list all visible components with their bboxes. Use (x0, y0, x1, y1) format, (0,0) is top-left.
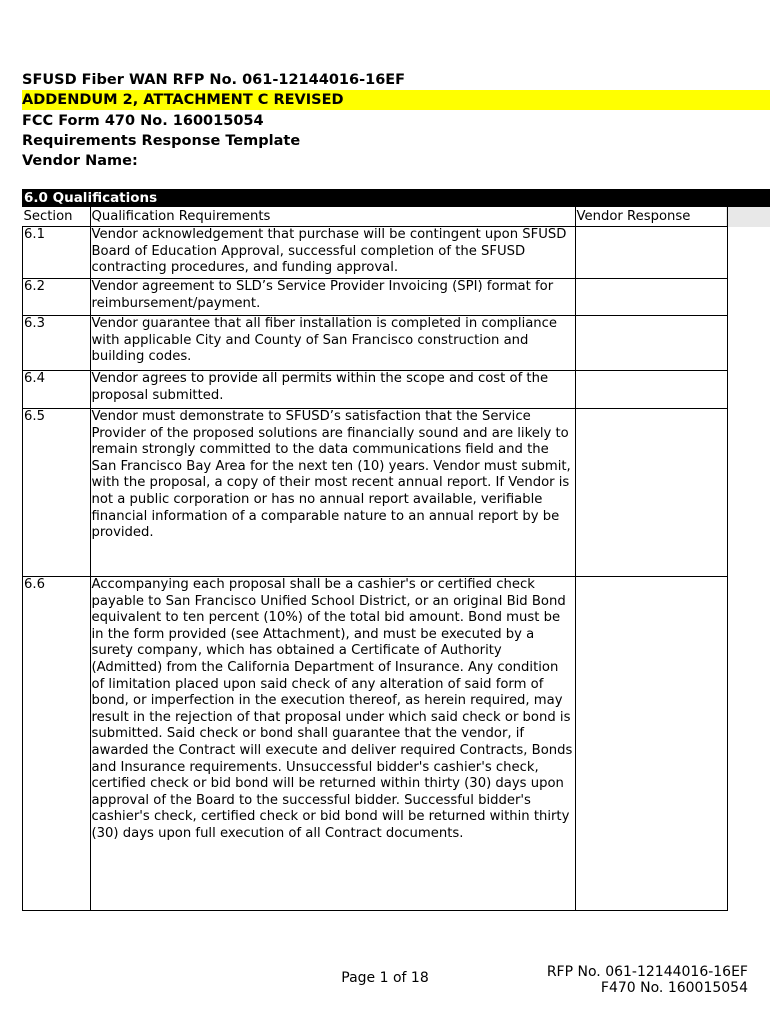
qualifications-table (22, 207, 728, 911)
row-requirement-text: Vendor acknowledgement that purchase will be contingent upon SFUSD Board of Education Approval, successful completion of the SFUSD contracting procedures, and funding approval. (90, 227, 575, 279)
row-section-number: 6.4 (23, 371, 91, 409)
footer-f470-number: F470 No. 160015054 (600, 980, 748, 996)
table-row (23, 279, 728, 316)
vendor-response-cell[interactable] (575, 577, 727, 911)
vendor-response-cell[interactable] (575, 409, 727, 577)
row-section-number: 6.6 (23, 577, 91, 911)
column-header-requirements: Qualification Requirements (90, 207, 575, 227)
section-title-bar: 6.0 Qualifications (22, 189, 770, 207)
template-title: Requirements Response Template (22, 133, 301, 149)
table-row (23, 409, 728, 577)
vendor-response-cell[interactable] (575, 227, 727, 279)
row-requirement-text: Vendor agrees to provide all permits within the scope and cost of the proposal submitted. (90, 371, 575, 409)
vendor-name-label: Vendor Name: (22, 153, 138, 169)
table-row (23, 316, 728, 371)
row-section-number: 6.1 (23, 227, 91, 279)
row-requirement-text: Accompanying each proposal shall be a cashier's or certified check payable to San Francisco Unified School District, or an original Bid Bond equivalent to ten percent (10%) of the total bid amount. Bond must be in the form provided (see Attachment), and must be executed by a surety company, which has obtained a Certificate of Authority (Admitted) from the California Department of Insurance. Any condition of limitation placed upon said check of any alteration of said form of bond, or imperfection in the execution thereof, as herein required, may result in the rejection of that proposal under which said check or bond is submitted. Said check or bond shall guarantee that the vendor, if awarded the Contract will execute and deliver required Contracts, Bonds and Insurance requirements. Unsuccessful bidder's cashier's check, certified check or bid bond will be returned within thirty (30) days upon approval of the Board to the successful bidder. Successful bidder's cashier's check, certified check or bid bond will be returned within thirty (30) days upon full execution of all Contract documents. (90, 577, 575, 911)
page-number: Page 1 of 18 (341, 970, 429, 986)
table-row (23, 577, 728, 911)
row-section-number: 6.3 (23, 316, 91, 371)
table-row (23, 371, 728, 409)
fcc-form-number: FCC Form 470 No. 160015054 (22, 113, 264, 129)
vendor-response-cell[interactable] (575, 316, 727, 371)
header-shade (726, 207, 770, 227)
vendor-response-cell[interactable] (575, 279, 727, 316)
document-title: SFUSD Fiber WAN RFP No. 061-12144016-16EF (22, 72, 406, 88)
footer-rfp-number: RFP No. 061-12144016-16EF (546, 964, 748, 980)
vendor-response-cell[interactable] (575, 371, 727, 409)
row-section-number: 6.5 (23, 409, 91, 577)
column-header-vendor-response: Vendor Response (575, 207, 727, 227)
row-section-number: 6.2 (23, 279, 91, 316)
row-requirement-text: Vendor guarantee that all fiber installation is completed in compliance with applicable City and County of San Francisco construction and building codes. (90, 316, 575, 371)
row-requirement-text: Vendor agreement to SLD’s Service Provider Invoicing (SPI) format for reimbursement/payment. (90, 279, 575, 316)
table-header-row (23, 207, 728, 227)
row-requirement-text: Vendor must demonstrate to SFUSD’s satisfaction that the Service Provider of the proposed solutions are financially sound and are likely to remain strongly committed to the data communications field and the San Francisco Bay Area for the next ten (10) years. Vendor must submit, with the proposal, a copy of their most recent annual report. If Vendor is not a public corporation or has no annual report available, verifiable financial information of a comparable nature to an annual report by be provided. (90, 409, 575, 577)
column-header-section: Section (23, 207, 91, 227)
footer-reference (547, 964, 748, 996)
table-row (23, 227, 728, 279)
addendum-highlight: ADDENDUM 2, ATTACHMENT C REVISED (22, 90, 770, 110)
